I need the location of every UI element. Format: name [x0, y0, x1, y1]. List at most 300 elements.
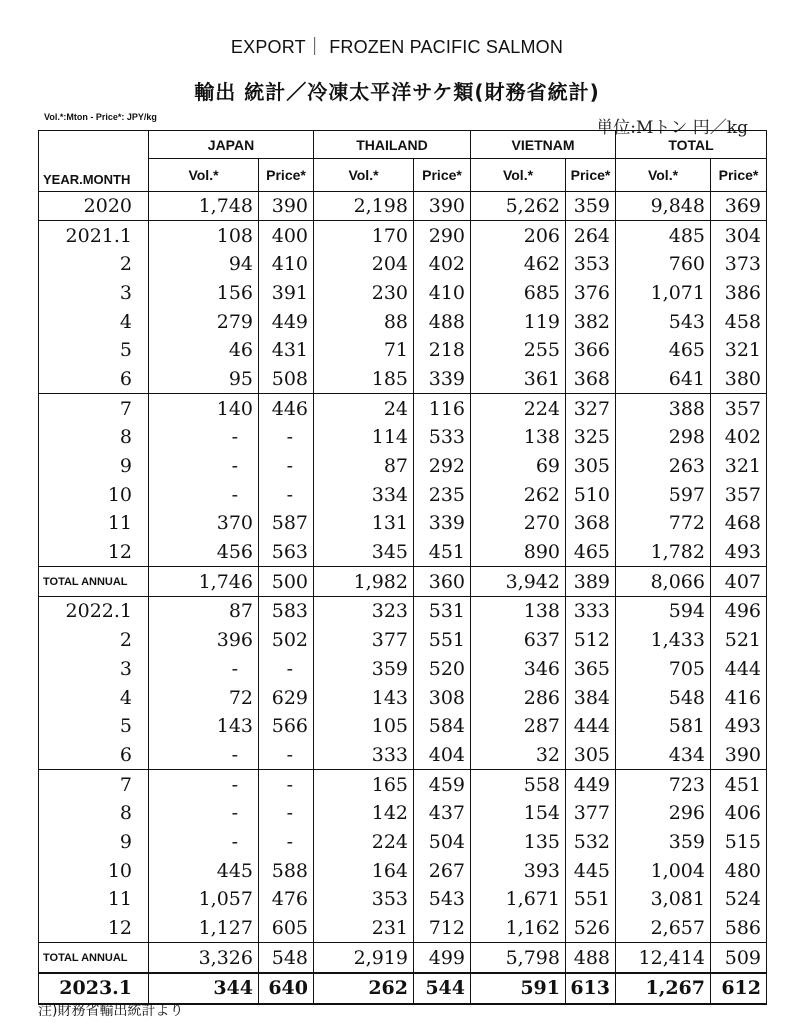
price-cell: 605	[259, 914, 314, 943]
price-header: Price*	[566, 159, 616, 192]
price-cell: 218	[414, 336, 471, 365]
volume-cell: 156	[149, 279, 259, 308]
row-label: 5	[39, 712, 149, 741]
price-cell: 264	[566, 221, 616, 250]
volume-cell: 87	[314, 452, 414, 481]
volume-cell: -	[149, 741, 259, 770]
table-row	[39, 799, 767, 828]
volume-cell: 138	[471, 597, 566, 626]
table-row	[39, 741, 767, 770]
volume-cell: 296	[616, 799, 711, 828]
price-cell: -	[259, 799, 314, 828]
volume-cell: 393	[471, 856, 566, 885]
row-label: 4	[39, 307, 149, 336]
row-label: 9	[39, 828, 149, 857]
price-cell: -	[259, 770, 314, 799]
table-row	[39, 856, 767, 885]
volume-cell: 87	[149, 597, 259, 626]
volume-cell: 88	[314, 307, 414, 336]
price-cell: 532	[566, 828, 616, 857]
table-row	[39, 191, 767, 221]
price-cell: 524	[711, 885, 767, 914]
price-cell: 376	[566, 279, 616, 308]
volume-cell: 231	[314, 914, 414, 943]
volume-cell: 165	[314, 770, 414, 799]
volume-cell: 204	[314, 250, 414, 279]
price-cell: 389	[566, 567, 616, 597]
price-cell: 583	[259, 597, 314, 626]
volume-cell: 12,414	[616, 943, 711, 973]
price-cell: 382	[566, 307, 616, 336]
price-cell: 515	[711, 828, 767, 857]
price-cell: 390	[414, 191, 471, 221]
volume-cell: 1,127	[149, 914, 259, 943]
price-cell: 410	[414, 279, 471, 308]
volume-cell: 135	[471, 828, 566, 857]
price-cell: 712	[414, 914, 471, 943]
volume-cell: 597	[616, 480, 711, 509]
table-row	[39, 336, 767, 365]
table-row	[39, 307, 767, 336]
volume-cell: 114	[314, 423, 414, 452]
price-cell: 267	[414, 856, 471, 885]
price-cell: 431	[259, 336, 314, 365]
price-cell: 369	[711, 191, 767, 221]
price-cell: 446	[259, 394, 314, 423]
volume-cell: 641	[616, 365, 711, 394]
country-header-vietnam: VIETNAM	[471, 131, 616, 159]
volume-cell: 370	[149, 509, 259, 538]
volume-cell: 772	[616, 509, 711, 538]
volume-cell: 361	[471, 365, 566, 394]
volume-cell: 548	[616, 683, 711, 712]
table-row	[39, 423, 767, 452]
volume-cell: 263	[616, 452, 711, 481]
table-row	[39, 250, 767, 279]
row-label: 12	[39, 914, 149, 943]
volume-cell: 270	[471, 509, 566, 538]
table-row	[39, 452, 767, 481]
price-cell: 445	[566, 856, 616, 885]
price-cell: 476	[259, 885, 314, 914]
volume-cell: 71	[314, 336, 414, 365]
price-cell: 116	[414, 394, 471, 423]
price-cell: 512	[566, 626, 616, 655]
volume-cell: 119	[471, 307, 566, 336]
volume-cell: 581	[616, 712, 711, 741]
price-cell: 386	[711, 279, 767, 308]
row-label: 2	[39, 250, 149, 279]
price-cell: 391	[259, 279, 314, 308]
price-cell: 366	[566, 336, 616, 365]
unit-note: Vol.*:Mton - Price*: JPY/kg	[44, 112, 157, 122]
volume-cell: 72	[149, 683, 259, 712]
price-cell: 390	[711, 741, 767, 770]
volume-cell: 170	[314, 221, 414, 250]
volume-cell: 287	[471, 712, 566, 741]
volume-cell: -	[149, 770, 259, 799]
volume-cell: 434	[616, 741, 711, 770]
table-row	[39, 655, 767, 684]
price-cell: -	[259, 423, 314, 452]
volume-cell: 346	[471, 655, 566, 684]
volume-cell: 108	[149, 221, 259, 250]
volume-cell: 1,671	[471, 885, 566, 914]
table-row	[39, 365, 767, 394]
price-cell: 584	[414, 712, 471, 741]
table-row	[39, 828, 767, 857]
table-row	[39, 480, 767, 509]
volume-cell: 334	[314, 480, 414, 509]
price-cell: 325	[566, 423, 616, 452]
row-label: 11	[39, 885, 149, 914]
salmon-export-table	[38, 130, 767, 1005]
price-cell: 543	[414, 885, 471, 914]
price-cell: 437	[414, 799, 471, 828]
price-cell: 629	[259, 683, 314, 712]
volume-cell: 138	[471, 423, 566, 452]
table-row	[39, 221, 767, 250]
volume-cell: 396	[149, 626, 259, 655]
price-cell: 488	[414, 307, 471, 336]
price-cell: 586	[711, 914, 767, 943]
volume-cell: 3,081	[616, 885, 711, 914]
year-month-header: YEAR.MONTH	[39, 159, 149, 192]
price-cell: 449	[259, 307, 314, 336]
table-row	[39, 885, 767, 914]
row-label: 11	[39, 509, 149, 538]
volume-cell: 262	[314, 973, 414, 1004]
price-header: Price*	[414, 159, 471, 192]
price-cell: 368	[566, 509, 616, 538]
price-cell: 493	[711, 538, 767, 567]
volume-cell: 345	[314, 538, 414, 567]
price-cell: 613	[566, 973, 616, 1004]
volume-cell: 140	[149, 394, 259, 423]
volume-cell: 154	[471, 799, 566, 828]
price-cell: 390	[259, 191, 314, 221]
volume-cell: 1,433	[616, 626, 711, 655]
price-cell: 365	[566, 655, 616, 684]
price-cell: 500	[259, 567, 314, 597]
price-cell: 402	[711, 423, 767, 452]
price-cell: 510	[566, 480, 616, 509]
volume-cell: 377	[314, 626, 414, 655]
volume-cell: -	[149, 452, 259, 481]
table-row	[39, 914, 767, 943]
price-cell: 451	[414, 538, 471, 567]
table-row	[39, 626, 767, 655]
volume-cell: 230	[314, 279, 414, 308]
volume-cell: 2,657	[616, 914, 711, 943]
price-cell: 404	[414, 741, 471, 770]
volume-cell: 206	[471, 221, 566, 250]
table-row	[39, 394, 767, 423]
volume-cell: 24	[314, 394, 414, 423]
price-header: Price*	[259, 159, 314, 192]
volume-cell: 353	[314, 885, 414, 914]
volume-cell: 131	[314, 509, 414, 538]
price-cell: 406	[711, 799, 767, 828]
row-label: 2	[39, 626, 149, 655]
volume-cell: 1,162	[471, 914, 566, 943]
price-cell: 235	[414, 480, 471, 509]
volume-cell: 69	[471, 452, 566, 481]
volume-cell: 333	[314, 741, 414, 770]
price-cell: 458	[711, 307, 767, 336]
volume-cell: 224	[314, 828, 414, 857]
price-cell: 533	[414, 423, 471, 452]
table-row	[39, 712, 767, 741]
volume-cell: 359	[616, 828, 711, 857]
price-cell: 493	[711, 712, 767, 741]
volume-cell: 323	[314, 597, 414, 626]
price-cell: 400	[259, 221, 314, 250]
volume-cell: 685	[471, 279, 566, 308]
volume-cell: 279	[149, 307, 259, 336]
price-cell: 548	[259, 943, 314, 973]
volume-cell: 1,267	[616, 973, 711, 1004]
volume-cell: 46	[149, 336, 259, 365]
volume-cell: 32	[471, 741, 566, 770]
price-cell: 321	[711, 452, 767, 481]
volume-cell: 142	[314, 799, 414, 828]
price-cell: 551	[566, 885, 616, 914]
price-cell: 321	[711, 336, 767, 365]
price-cell: 384	[566, 683, 616, 712]
total-annual-row	[39, 943, 767, 973]
volume-cell: 591	[471, 973, 566, 1004]
row-label: 12	[39, 538, 149, 567]
price-cell: 368	[566, 365, 616, 394]
price-cell: 353	[566, 250, 616, 279]
volume-cell: 456	[149, 538, 259, 567]
price-cell: 587	[259, 509, 314, 538]
price-cell: 566	[259, 712, 314, 741]
price-cell: 444	[566, 712, 616, 741]
price-cell: 509	[711, 943, 767, 973]
volume-cell: 185	[314, 365, 414, 394]
volume-cell: -	[149, 655, 259, 684]
volume-cell: 3,326	[149, 943, 259, 973]
price-cell: -	[259, 655, 314, 684]
table-row	[39, 683, 767, 712]
volume-cell: 462	[471, 250, 566, 279]
volume-cell: 1,782	[616, 538, 711, 567]
price-cell: 357	[711, 480, 767, 509]
price-cell: 526	[566, 914, 616, 943]
footnote: 注)財務省輸出統計より	[38, 1003, 184, 1019]
volume-cell: 890	[471, 538, 566, 567]
country-header-total: TOTAL	[616, 131, 767, 159]
row-label: TOTAL ANNUAL	[39, 567, 149, 597]
price-cell: 612	[711, 973, 767, 1004]
price-cell: 551	[414, 626, 471, 655]
row-label: TOTAL ANNUAL	[39, 943, 149, 973]
volume-cell: 5,262	[471, 191, 566, 221]
row-label: 7	[39, 770, 149, 799]
volume-cell: 485	[616, 221, 711, 250]
price-cell: 308	[414, 683, 471, 712]
volume-cell: 2,919	[314, 943, 414, 973]
volume-cell: 1,746	[149, 567, 259, 597]
row-label: 10	[39, 480, 149, 509]
volume-cell: 1,982	[314, 567, 414, 597]
volume-cell: 2,198	[314, 191, 414, 221]
volume-cell: -	[149, 828, 259, 857]
price-cell: 402	[414, 250, 471, 279]
price-cell: 305	[566, 452, 616, 481]
price-cell: 410	[259, 250, 314, 279]
price-cell: -	[259, 741, 314, 770]
price-cell: -	[259, 480, 314, 509]
price-cell: 377	[566, 799, 616, 828]
country-header-japan: JAPAN	[149, 131, 314, 159]
price-cell: 292	[414, 452, 471, 481]
table-body	[39, 191, 767, 1004]
volume-cell: 465	[616, 336, 711, 365]
table-row	[39, 770, 767, 799]
price-cell: 640	[259, 973, 314, 1004]
price-cell: 588	[259, 856, 314, 885]
table-row	[39, 279, 767, 308]
price-cell: 373	[711, 250, 767, 279]
price-cell: 459	[414, 770, 471, 799]
price-cell: 380	[711, 365, 767, 394]
volume-cell: 8,066	[616, 567, 711, 597]
volume-cell: 1,057	[149, 885, 259, 914]
volume-cell: 1,004	[616, 856, 711, 885]
volume-cell: 224	[471, 394, 566, 423]
year-month-header-blank	[39, 131, 149, 159]
row-label: 2020	[39, 191, 149, 221]
volume-cell: 543	[616, 307, 711, 336]
volume-cell: 594	[616, 597, 711, 626]
price-cell: 407	[711, 567, 767, 597]
vol-header: Vol.*	[616, 159, 711, 192]
row-label: 7	[39, 394, 149, 423]
volume-cell: -	[149, 480, 259, 509]
price-cell: 290	[414, 221, 471, 250]
volume-cell: 286	[471, 683, 566, 712]
price-cell: 360	[414, 567, 471, 597]
row-label: 2022.1	[39, 597, 149, 626]
price-cell: 521	[711, 626, 767, 655]
volume-cell: 105	[314, 712, 414, 741]
volume-cell: 760	[616, 250, 711, 279]
price-cell: 327	[566, 394, 616, 423]
volume-cell: 1,748	[149, 191, 259, 221]
row-label: 5	[39, 336, 149, 365]
document-title: EXPORT｜ FROZEN PACIFIC SALMON	[230, 37, 564, 57]
volume-cell: 388	[616, 394, 711, 423]
price-cell: -	[259, 828, 314, 857]
volume-cell: 298	[616, 423, 711, 452]
price-cell: 465	[566, 538, 616, 567]
price-cell: 496	[711, 597, 767, 626]
table-row	[39, 509, 767, 538]
row-label: 3	[39, 655, 149, 684]
price-cell: 449	[566, 770, 616, 799]
table-row	[39, 538, 767, 567]
price-cell: 357	[711, 394, 767, 423]
price-cell: 444	[711, 655, 767, 684]
price-cell: 508	[259, 365, 314, 394]
price-cell: 468	[711, 509, 767, 538]
volume-cell: -	[149, 423, 259, 452]
volume-cell: 445	[149, 856, 259, 885]
price-cell: 499	[414, 943, 471, 973]
price-cell: 339	[414, 509, 471, 538]
volume-cell: 164	[314, 856, 414, 885]
volume-cell: 3,942	[471, 567, 566, 597]
price-cell: 502	[259, 626, 314, 655]
price-cell: 359	[566, 191, 616, 221]
price-cell: 563	[259, 538, 314, 567]
row-label: 2023.1	[39, 973, 149, 1004]
price-cell: 339	[414, 365, 471, 394]
volume-cell: 255	[471, 336, 566, 365]
volume-cell: 143	[314, 683, 414, 712]
price-cell: 531	[414, 597, 471, 626]
japanese-title: 輸出 統計／冷凍太平洋サケ類(財務省統計)	[194, 80, 600, 104]
volume-cell: 359	[314, 655, 414, 684]
price-cell: 305	[566, 741, 616, 770]
total-annual-row	[39, 567, 767, 597]
row-label: 4	[39, 683, 149, 712]
volume-cell: -	[149, 799, 259, 828]
volume-cell: 558	[471, 770, 566, 799]
price-cell: -	[259, 452, 314, 481]
price-header: Price*	[711, 159, 767, 192]
price-cell: 544	[414, 973, 471, 1004]
volume-cell: 143	[149, 712, 259, 741]
volume-cell: 9,848	[616, 191, 711, 221]
price-cell: 520	[414, 655, 471, 684]
volume-cell: 94	[149, 250, 259, 279]
volume-cell: 262	[471, 480, 566, 509]
volume-cell: 95	[149, 365, 259, 394]
vol-header: Vol.*	[471, 159, 566, 192]
unit-note-japanese: 単位:Mトン 円／kg	[596, 118, 748, 138]
price-cell: 304	[711, 221, 767, 250]
table-row	[39, 597, 767, 626]
volume-cell: 723	[616, 770, 711, 799]
row-label: 3	[39, 279, 149, 308]
volume-cell: 5,798	[471, 943, 566, 973]
vol-header: Vol.*	[149, 159, 259, 192]
volume-cell: 637	[471, 626, 566, 655]
price-cell: 416	[711, 683, 767, 712]
price-cell: 451	[711, 770, 767, 799]
row-label: 8	[39, 799, 149, 828]
volume-cell: 344	[149, 973, 259, 1004]
row-label: 6	[39, 741, 149, 770]
volume-cell: 705	[616, 655, 711, 684]
price-cell: 488	[566, 943, 616, 973]
volume-cell: 1,071	[616, 279, 711, 308]
row-label: 2021.1	[39, 221, 149, 250]
row-label: 6	[39, 365, 149, 394]
country-header-thailand: THAILAND	[314, 131, 471, 159]
price-cell: 333	[566, 597, 616, 626]
price-cell: 504	[414, 828, 471, 857]
row-label: 10	[39, 856, 149, 885]
row-label: 9	[39, 452, 149, 481]
vol-header: Vol.*	[314, 159, 414, 192]
row-label: 8	[39, 423, 149, 452]
price-cell: 480	[711, 856, 767, 885]
